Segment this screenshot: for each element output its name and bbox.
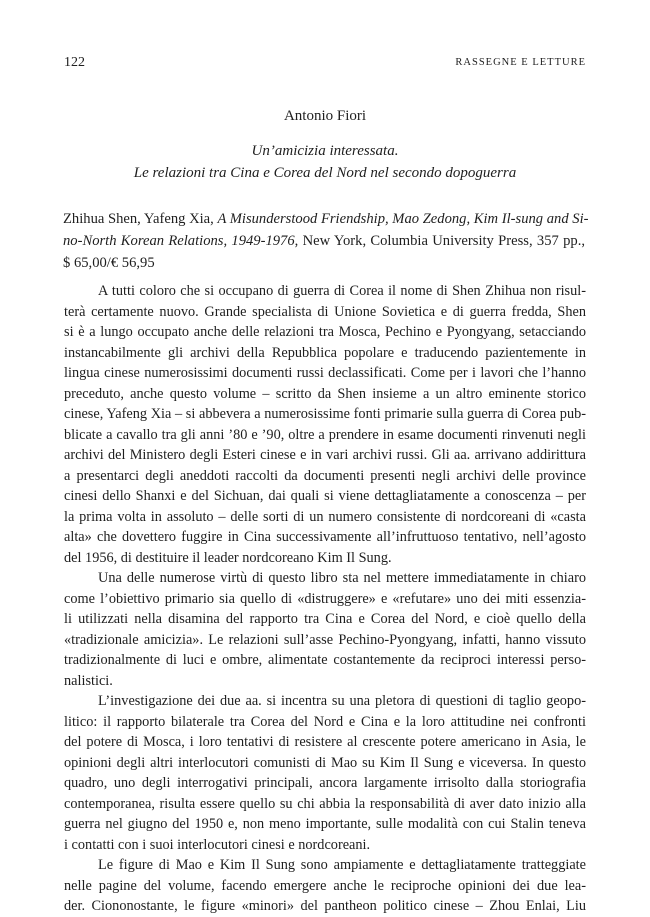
text-line: der. Ciononostante, le figure «minori» del pantheon politico cinese – Zhou Enlai, Liu — [64, 898, 586, 914]
citation-book-title: A Misunderstood Friendship, Mao Zedong, Kim Il-sung and Si- — [217, 211, 589, 227]
text-line: preceduto, anche questo volume – scritto da Shen insieme a un altro eminente storico — [64, 385, 586, 402]
citation-line — [63, 208, 589, 230]
paragraph — [64, 691, 586, 855]
text-line: blicate a cavallo tra gli anni ’80 e ’90, oltre a prendere in esame documenti rinvenuti negli — [64, 426, 586, 443]
text-line: cinesi dello Shanxi e del Sichuan, dai quali si viene dettagliatamente a conoscenza – per — [64, 488, 586, 504]
text-line: nalistici. — [64, 672, 113, 689]
text-line: litico: il rapporto bilaterale tra Corea del Nord e Cina e la loro attitudine nei confronti — [64, 713, 586, 730]
text-line: i contatti con i suoi interlocutori cinesi e nordcoreani. — [64, 836, 371, 853]
text-line: terà certamente nuovo. Grande specialista di Unione Sovietica e di guerra fredda, Shen — [64, 303, 586, 320]
text-line: opinioni degli altri interlocutori comunisti di Mao su Kim Il Sung e viceversa. In questo — [64, 754, 586, 771]
running-head — [64, 55, 586, 73]
text-line: lingua cinese numerosissimi documenti russi declassificati. Come per i lavori che l’hanno — [64, 365, 586, 381]
body-text — [64, 281, 586, 917]
article-title — [0, 140, 650, 184]
text-line: li utilizzati nella disamina del rapporto tra Cina e Corea del Nord, e cioè quello della — [64, 611, 586, 627]
text-line: Una delle numerose virtù di questo libro sta nel mettere immediatamente in chiaro — [98, 570, 586, 586]
text-line: del potere di Mosca, i loro tentativi di resistere al crescente potere americano in Asia, le — [64, 734, 586, 750]
text-line: contemporanea, risulta essere quello su chi abbia la responsabilità di aver dato inizio alla — [64, 795, 586, 812]
paragraph — [64, 855, 586, 917]
text-line: cinese, Yafeng Xia – si abbevera a numerosissime fonti primarie sulla guerra di Corea pub- — [64, 406, 586, 422]
text-line: quadro, uno degli interrogativi principali, ancora largamente irrisolto dalla storiografia — [64, 775, 586, 791]
text-line: «tradizionale amicizia». Le relazioni sull’asse Pechino-Pyongyang, infatti, hanno vissuto — [64, 631, 586, 648]
page-number: 122 — [64, 55, 85, 70]
text-line: instancabilmente gli archivi della Repubblica popolare e traducendo pazientemente in — [64, 344, 586, 361]
text-line: nelle pagine del volume, facendo emergere anche le reciproche opinioni dei due lea- — [64, 877, 586, 894]
citation-part: Zhihua Shen, Yafeng Xia, — [63, 211, 218, 227]
text-line: Le figure di Mao e Kim Il Sung sono ampiamente e dettagliatamente tratteggiate — [98, 857, 586, 873]
citation-part: , New York, Columbia University Press, 357 pp., — [294, 233, 585, 249]
text-line: si è a lungo occupato anche delle relazioni tra Mosca, Pechino e Pyongyang, setacciando — [64, 324, 586, 340]
citation-book-title: no-North Korean Relations, 1949-1976 — [63, 233, 295, 249]
citation-line: $ 65,00/€ 56,95 — [63, 255, 155, 271]
title-line: Le relazioni tra Cina e Corea del Nord nel secondo dopoguerra — [133, 165, 517, 181]
text-line: A tutti coloro che si occupano di guerra di Corea il nome di Shen Zhihua non risul- — [98, 283, 586, 299]
title-line: Un’amicizia interessata. — [251, 143, 399, 159]
running-title: RASSEGNE E LETTURE — [455, 57, 586, 68]
citation-line — [63, 230, 585, 252]
paragraph — [64, 568, 586, 691]
book-citation — [63, 208, 589, 274]
text-line: come l’obiettivo primario sia quello di «distruggere» e «refutare» uno dei miti essenzia- — [64, 590, 586, 607]
text-line: L’investigazione dei due aa. si incentra su una pletora di questioni di taglio geopo- — [98, 693, 586, 709]
paragraph — [64, 281, 586, 568]
text-line: del 1956, di destituire il leader nordcoreano Kim Il Sung. — [64, 549, 392, 566]
text-line: a presentarci degli aneddoti raccolti da documenti presenti negli archivi delle province — [64, 467, 586, 484]
author-name: Antonio Fiori — [283, 108, 367, 124]
text-line: alta» che dovettero fuggire in Cina successivamente all’infruttuoso tentativo, nell’agosto — [64, 529, 586, 545]
text-line: tradizionalmente di luci e ombre, alimentate costantemente da reciproci interessi perso- — [64, 652, 586, 668]
text-line: archivi del Ministero degli Esteri cinese e in vari archivi russi. Gli aa. arrivano addirittura — [64, 447, 586, 463]
text-line: guerra nel giugno del 1950 e, non meno importante, sulle modalità con cui Stalin teneva — [64, 816, 586, 832]
text-line: la prima volta in assoluto – delle sorti di un numero consistente di nordcoreani di «casta — [64, 508, 586, 525]
